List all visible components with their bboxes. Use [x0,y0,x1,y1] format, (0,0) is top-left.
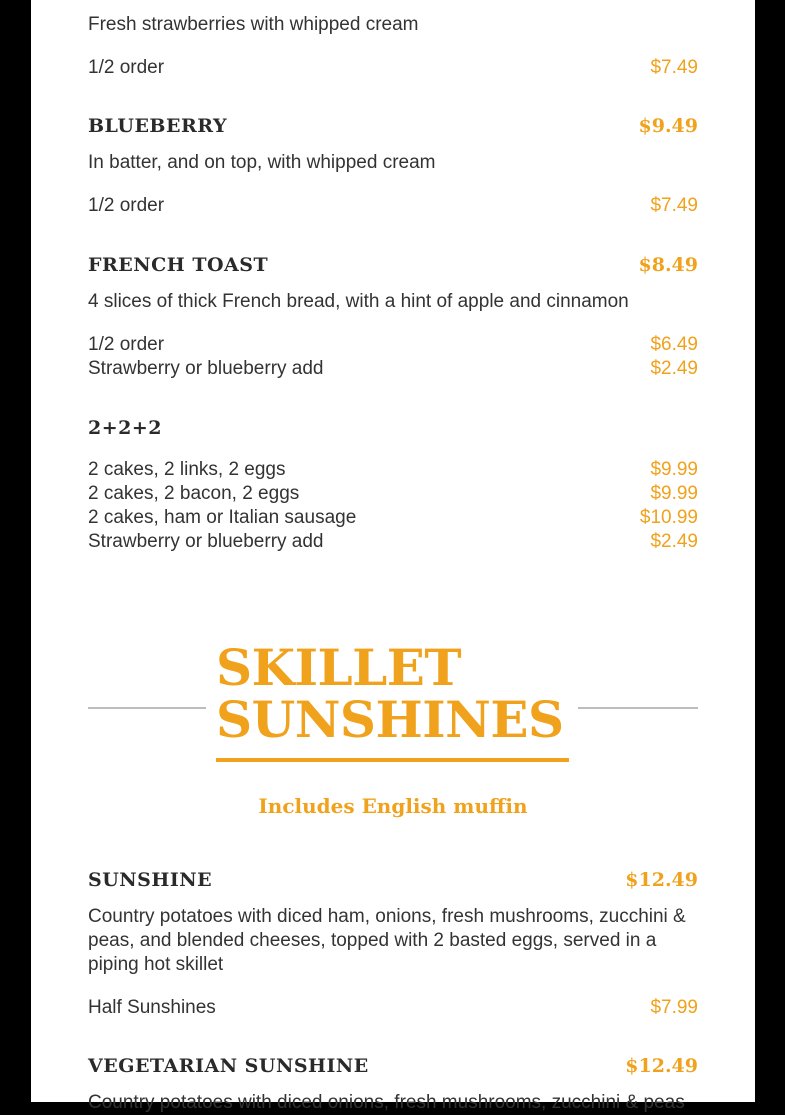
option-label: 2 cakes, 2 links, 2 eggs [88,459,286,480]
option-row [88,56,698,80]
option-label: Strawberry or blueberry add [88,531,324,552]
option-price: $9.99 [650,459,698,480]
menu-page [31,0,755,1113]
option-row [88,333,698,357]
section-title-line1: SKILLET [216,638,462,697]
option-row [88,530,698,554]
option-row [88,357,698,381]
option-row [88,194,698,218]
option-label: 1/2 order [88,195,165,216]
option-label: 2 cakes, ham or Italian sausage [88,507,357,528]
section-title [216,638,570,749]
item-price: $12.49 [625,869,698,891]
section-heading [88,640,698,770]
item-description: Country potatoes with diced ham, onions, fresh mushrooms, zucchini & peas, and blended cheeses, topped with 2 basted eggs, served in a piping hot skillet [88,906,686,975]
item-title: BLUEBERRY [88,115,228,137]
blueberry-item [88,113,698,218]
item-description: In batter, and on top, with whipped cream [88,152,436,173]
option-price: $9.99 [650,483,698,504]
section-title-underline [216,758,569,762]
item-title-row [88,415,698,441]
option-row [88,996,698,1020]
item-title-row [88,867,698,893]
option-price: $7.99 [650,997,698,1018]
option-price: $6.49 [650,334,698,355]
item-description: 4 slices of thick French bread, with a hint of apple and cinnamon [88,291,629,312]
option-row [88,458,698,482]
item-title: VEGETARIAN SUNSHINE [88,1055,369,1077]
option-price: $7.49 [650,195,698,216]
item-title-row [88,1053,698,1079]
heading-rule-left [88,707,206,709]
option-price: $7.49 [650,57,698,78]
item-price: $9.49 [638,115,698,137]
item-description: Fresh strawberries with whipped cream [88,14,419,35]
option-label: 1/2 order [88,334,165,355]
item-title: SUNSHINE [88,869,213,891]
french-toast-item [88,252,698,381]
option-price: $2.49 [650,531,698,552]
heading-rule-right [578,707,698,709]
option-price: $2.49 [650,358,698,379]
item-price: $12.49 [625,1055,698,1077]
option-label: Strawberry or blueberry add [88,358,324,379]
sunshine-item [88,867,698,1020]
vegetarian-sunshine-item [88,1053,698,1115]
option-label: Half Sunshines [88,997,216,1018]
item-price: $8.49 [638,254,698,276]
section-subtitle: Includes English muffin [258,794,528,818]
item-title-row [88,113,698,139]
item-description: Country potatoes with diced onions, fresh mushrooms, zucchini & peas [88,1092,685,1113]
option-label: 2 cakes, 2 bacon, 2 eggs [88,483,300,504]
item-title: FRENCH TOAST [88,254,269,276]
section-title-line2: SUNSHINES [216,690,564,749]
strawberry-item [88,13,698,80]
item-title: 2+2+2 [88,417,163,439]
item-title-row [88,252,698,278]
option-row [88,506,698,530]
two-two-two-item [88,415,698,554]
option-label: 1/2 order [88,57,165,78]
option-row [88,482,698,506]
option-price: $10.99 [639,507,698,528]
